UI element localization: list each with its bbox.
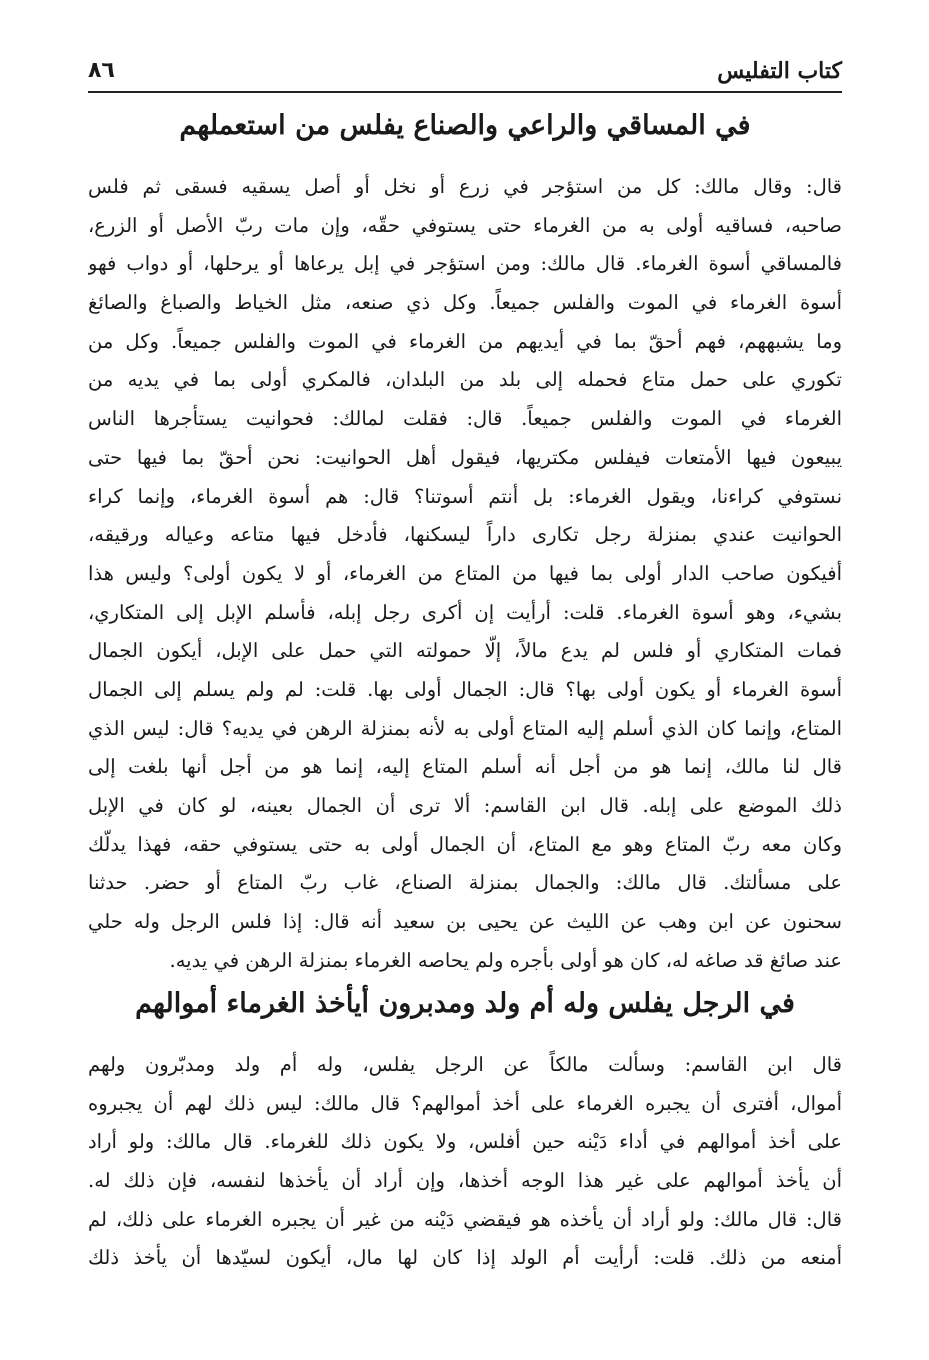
page-number: ٨٦ [88, 58, 115, 83]
body-line: أسوة الغرماء أو يكون أولى بها؟ قال: الجمال أولى بها. قلت: لم ولم يسلم إلى الجمال [88, 677, 842, 701]
body-line: وما يشبههم، فهم أحقّ بما في أيديهم من الغرماء في الموت والفلس جميعاً. وكل من [88, 329, 842, 353]
body-line: الغرماء في الموت والفلس جميعاً. قال: فقلت لمالك: فحوانيت يستأجرها الناس [88, 407, 842, 431]
section-heading-1: في المساقي والراعي والصناع يفلس من استعملهم [179, 110, 751, 141]
body-line: فمات المتكاري أو فلس لم يدع مالاً، إلّا حمولته التي حمل على الإبل، أيكون الجمال [88, 639, 842, 663]
body-line: بشيء، وهو أسوة الغرماء. قلت: أرأيت إن أكرى رجل إبله، فأسلم الإبل إلى المتكاري، [88, 600, 842, 624]
body-line: أموال، أفترى أن يجبره الغرماء على أخذ أموالهم؟ قال مالك: ليس ذلك لهم أن يجبروه [88, 1091, 842, 1115]
body-line: قال لنا مالك، إنما هو من أجل أنه أسلم المتاع إليه، إنما هو من أجل أنها بلغت إلى [88, 755, 842, 779]
body-line: قال: قال مالك: ولو أراد أن يأخذه هو فيقضي دَيْنه من غير أن يجبره الغرماء على ذلك، لم [88, 1207, 842, 1231]
body-line: تكوري على حمل متاع فحمله إلى بلد من البلدان، فالمكري أولى بما في يديه من [88, 368, 842, 392]
body-line: نستوفي كراءنا، ويقول الغرماء: بل أنتم أسوتنا؟ قال: هم أسوة الغرماء، وإنما كراء [88, 484, 842, 508]
body-line: المتاع، وإنما كان الذي أسلم إليه المتاع أولى به لأنه بمنزلة الرهن في يديه؟ قال: ليس الذي [88, 716, 842, 740]
header-rule [88, 91, 842, 93]
body-line: أمنعه من ذلك. قلت: أرأيت أم الولد إذا كان لها مال، أيكون لسيّدها أن يأخذ ذلك [88, 1246, 842, 1270]
running-title: كتاب التفليس [717, 58, 842, 84]
page-header [88, 58, 842, 88]
body-line: قال ابن القاسم: وسألت مالكاً عن الرجل يفلس، وله أم ولد ومدبّرون ولهم [88, 1053, 842, 1076]
body-line: يبيعون فيها الأمتعات فيفلس مكتريها، فيقول أهل الحوانيت: نحن أحقّ بما فيها حتى [88, 445, 842, 469]
body-line: فالمساقي أسوة الغرماء. قال مالك: ومن استؤجر في إبل يرعاها أو يرحلها، أو دواب فهو [88, 252, 842, 276]
body-line: ذلك الموضع على إبله. قال ابن القاسم: ألا ترى أن الجمال بعينه، لو كان في الإبل [88, 794, 842, 817]
body-line: قال: وقال مالك: كل من استؤجر في زرع أو نخل أو أصل يسقيه فسقى ثم فلس [88, 175, 842, 198]
body-line: أفيكون صاحب الدار أولى بما فيها من المتاع من الغرماء، أو لا يكون أولى؟ وليس هذا [88, 561, 842, 585]
body-line: صاحبه، فساقيه أولى به من الغرماء حتى يستوفي حقّه، وإن مات ربّ الأصل أو الزرع، [88, 213, 842, 237]
body-line: على مسألتك. قال مالك: والجمال بمنزلة الصناع، غاب ربّ المتاع أو حضر. حدثنا [88, 871, 842, 895]
body-line: عند صائغ قد صاغه له، كان هو أولى بأجره ولم يحاصه الغرماء بمنزلة الرهن في يديه. [169, 948, 842, 972]
body-line: وكان معه ربّ المتاع وهو مع المتاع، أن الجمال أولى به حتى يستوفي حقه، فهذا يدلّك [88, 832, 842, 856]
body-line: أسوة الغرماء في الموت والفلس جميعاً. وكل ذي صنعه، مثل الخياط والصباغ والصائغ [88, 291, 842, 315]
section-2-body [88, 1046, 842, 1278]
body-line: أن يأخذ أموالهم على غير هذا الوجه أخذها، وإن أراد أن يأخذها لنفسه، فإن ذلك له. [88, 1169, 842, 1193]
section-heading-2: في الرجل يفلس وله أم ولد ومدبرون أيأخذ الغرماء أموالهم [135, 988, 795, 1019]
body-line: الحوانيت عندي بمنزلة رجل تكارى داراً ليسكنها، فأدخل فيها متاعه وعياله ورقيقه، [88, 523, 842, 547]
section-1-body [88, 168, 842, 980]
body-line: على أخذ أموالهم في أداء دَيْنه حين أفلس، ولا يكون ذلك للغرماء. قال مالك: ولو أراد [88, 1130, 842, 1154]
body-line: سحنون عن ابن وهب عن الليث عن يحيى بن سعيد أنه قال: إذا فلس الرجل وله حلي [88, 910, 842, 934]
